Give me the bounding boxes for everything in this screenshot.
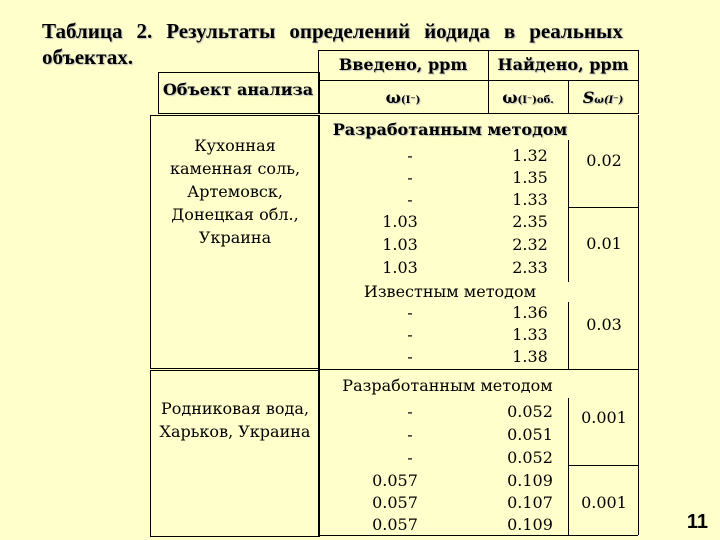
introduced-value: 1.03 — [382, 258, 418, 277]
s-sub: ω(I⁻) — [594, 95, 624, 106]
introduced-value: - — [407, 425, 413, 444]
object-1 — [150, 134, 320, 249]
introduced-value: - — [407, 402, 413, 421]
found-value: 1.33 — [512, 325, 548, 344]
title-word: Результаты — [166, 19, 276, 43]
object-line: Родниковая вода, — [160, 399, 310, 418]
row-divider — [318, 369, 638, 370]
header-object: Объект анализа — [162, 80, 314, 99]
row-divider — [568, 207, 638, 208]
found-value: 1.38 — [512, 347, 548, 366]
found-value: 1.35 — [512, 168, 548, 187]
introduced-value: - — [407, 347, 413, 366]
method-known: Известным методом — [363, 282, 537, 301]
introduced-value: 0.057 — [372, 515, 418, 534]
header-s — [568, 88, 638, 111]
row-divider — [318, 535, 638, 536]
introduced-value: - — [407, 190, 413, 209]
s-symbol: S — [582, 88, 595, 107]
object-line: каменная соль, — [169, 159, 301, 178]
introduced-value: 1.03 — [382, 235, 418, 254]
found-value: 2.35 — [512, 212, 548, 231]
found-value: 1.32 — [512, 146, 548, 165]
object-line: Артемовск, — [187, 182, 283, 201]
introduced-value: - — [407, 448, 413, 467]
omega-sub: (I⁻) — [400, 95, 421, 106]
omega-symbol: ω — [385, 88, 401, 107]
introduced-value: 0.057 — [372, 493, 418, 512]
object-frame-2 — [150, 370, 320, 537]
header-found: Найдено, ppm — [497, 55, 629, 74]
object-line: Кухонная — [194, 136, 276, 155]
method-developed: Разработанным методом — [342, 376, 553, 395]
object-line: Украина — [198, 228, 272, 247]
found-value: 1.33 — [512, 190, 548, 209]
title-word: в — [503, 19, 516, 43]
header-bottom-line — [318, 113, 638, 114]
header-divider-4 — [638, 50, 639, 114]
s-value: 0.03 — [586, 315, 622, 334]
object-2 — [150, 397, 320, 443]
s-value: 0.001 — [581, 493, 627, 512]
title-word: Таблица — [42, 19, 123, 43]
found-value: 0.109 — [507, 471, 553, 490]
col-divider — [318, 115, 319, 535]
introduced-value: - — [407, 303, 413, 322]
found-value: 0.107 — [507, 493, 553, 512]
object-line: Харьков, Украина — [159, 422, 311, 441]
header-mid-line — [318, 80, 638, 81]
introduced-value: - — [407, 168, 413, 187]
title-line2: объектах. — [42, 45, 133, 69]
introduced-value: - — [407, 146, 413, 165]
header-omega-introduced — [318, 88, 488, 111]
title-word: йодида — [424, 19, 490, 43]
col-divider — [638, 115, 639, 535]
header-introduced: Введено, ppm — [338, 55, 468, 74]
s-value: 0.02 — [586, 151, 622, 170]
method-developed: Разработанным методом — [332, 120, 568, 139]
title-word: определений — [289, 19, 411, 43]
page-number: 11 — [686, 511, 708, 533]
object-line: Донецкая обл., — [171, 205, 299, 224]
s-value: 0.001 — [581, 408, 627, 427]
header-top-line — [318, 50, 638, 51]
introduced-value: 1.03 — [382, 212, 418, 231]
introduced-value: - — [407, 325, 413, 344]
found-value: 1.36 — [512, 303, 548, 322]
title-word: реальных — [529, 19, 623, 43]
found-value: 0.052 — [507, 448, 553, 467]
row-divider — [568, 465, 638, 466]
found-value: 0.052 — [507, 402, 553, 421]
found-value: 0.051 — [507, 425, 553, 444]
header-omega-found — [488, 88, 568, 111]
title-word: 2. — [136, 19, 153, 43]
found-value: 0.109 — [507, 515, 553, 534]
found-value: 2.32 — [512, 235, 548, 254]
s-value: 0.01 — [586, 234, 622, 253]
omega-sub: (I⁻)об. — [517, 95, 554, 106]
omega-symbol: ω — [502, 88, 518, 107]
found-value: 2.33 — [512, 258, 548, 277]
introduced-value: 0.057 — [372, 471, 418, 490]
